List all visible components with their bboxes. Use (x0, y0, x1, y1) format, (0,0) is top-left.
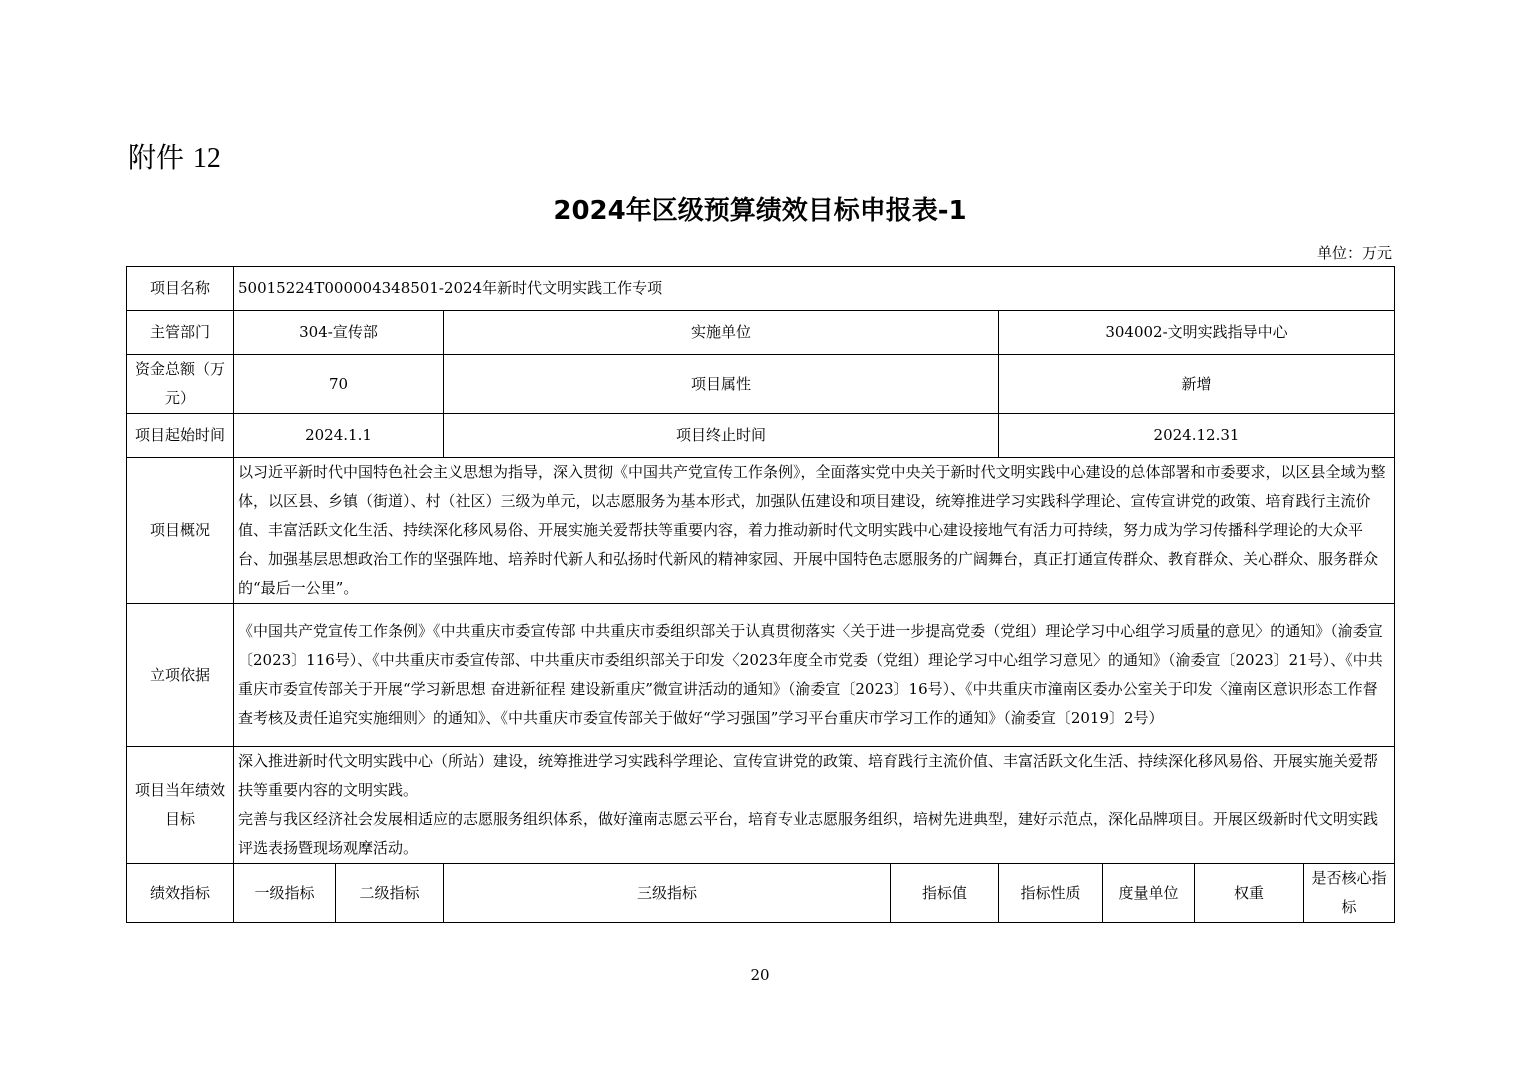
indicator-value-header: 指标值 (891, 864, 999, 923)
budget-performance-table (126, 266, 1395, 923)
funds-value: 70 (234, 355, 444, 414)
row-department (127, 311, 1395, 355)
row-project-name (127, 267, 1395, 311)
attachment-number: 12 (192, 143, 221, 174)
start-time-value: 2024.1.1 (234, 414, 444, 458)
project-attr-label: 项目属性 (444, 355, 999, 414)
row-overview (127, 458, 1395, 604)
row-time (127, 414, 1395, 458)
department-value: 304-宣传部 (234, 311, 444, 355)
row-funds (127, 355, 1395, 414)
measure-unit-header: 度量单位 (1103, 864, 1195, 923)
goals-label: 项目当年绩效目标 (127, 747, 234, 864)
level1-header: 一级指标 (234, 864, 336, 923)
funds-label: 资金总额（万元） (127, 355, 234, 414)
goals-cell (234, 747, 1395, 864)
project-name-label: 项目名称 (127, 267, 234, 311)
basis-text: 《中国共产党宣传工作条例》《中共重庆市委宣传部 中共重庆市委组织部关于认真贯彻落实〈关于进一步提高党委（党组）理论学习中心组学习质量的意见〉的通知》（渝委宣〔2023〕116号）、《中共重庆市委宣传部、中共重庆市委组织部关于印发〈2023年度全市党委（党组）理论学习中心组学习意见〉的通知》（渝委宣〔2023〕21号）、《中共重庆市委宣传部关于开展“学习新思想 奋进新征程 建设新重庆”微宣讲活动的通知》（渝委宣〔2023〕16号）、《中共重庆市潼南区委办公室关于印发〈潼南区意识形态工作督查考核及责任追究实施细则〉的通知》、《中共重庆市委宣传部关于做好“学习强国”学习平台重庆市学习工作的通知》（渝委宣〔2019〕2号） (234, 604, 1395, 747)
page-number: 20 (750, 966, 770, 984)
document-title: 2024年区级预算绩效目标申报表-1 (553, 196, 967, 226)
project-name-value: 50015224T000004348501-2024年新时代文明实践工作专项 (234, 267, 1395, 311)
level3-header: 三级指标 (444, 864, 891, 923)
level2-header: 二级指标 (336, 864, 444, 923)
goals-text-1: 深入推进新时代文明实践中心（所站）建设，统筹推进学习实践科学理论、宣传宣讲党的政策、培育践行主流价值、丰富活跃文化生活、持续深化移风易俗、开展实施关爱帮扶等重要内容的文明实践。 (238, 752, 1379, 799)
unit-label: 单位：万元 (1316, 244, 1392, 262)
indicators-label: 绩效指标 (127, 864, 234, 923)
overview-label: 项目概况 (127, 458, 234, 604)
start-time-label: 项目起始时间 (127, 414, 234, 458)
row-indicators-header (127, 864, 1395, 923)
department-label: 主管部门 (127, 311, 234, 355)
weight-header: 权重 (1195, 864, 1304, 923)
attachment-label: 附件 12 (128, 141, 221, 174)
end-time-label: 项目终止时间 (444, 414, 999, 458)
row-goals (127, 747, 1395, 864)
indicator-nature-header: 指标性质 (999, 864, 1103, 923)
impl-unit-value: 304002-文明实践指导中心 (999, 311, 1395, 355)
core-indicator-header: 是否核心指标 (1304, 864, 1395, 923)
goals-text-2: 完善与我区经济社会发展相适应的志愿服务组织体系，做好潼南志愿云平台，培育专业志愿服务组织，培树先进典型，建好示范点，深化品牌项目。开展区级新时代文明实践评选表扬暨现场观摩活动。 (238, 810, 1379, 857)
project-attr-value: 新增 (999, 355, 1395, 414)
end-time-value: 2024.12.31 (999, 414, 1395, 458)
impl-unit-label: 实施单位 (444, 311, 999, 355)
row-basis (127, 604, 1395, 747)
basis-label: 立项依据 (127, 604, 234, 747)
overview-text: 以习近平新时代中国特色社会主义思想为指导，深入贯彻《中国共产党宣传工作条例》，全面落实党中央关于新时代文明实践中心建设的总体部署和市委要求，以区县全域为整体，以区县、乡镇（街道）、村（社区）三级为单元，以志愿服务为基本形式，加强队伍建设和项目建设，统筹推进学习实践科学理论、宣传宣讲党的政策、培育践行主流价值、丰富活跃文化生活、持续深化移风易俗、开展实施关爱帮扶等重要内容，着力推动新时代文明实践中心建设接地气有活力可持续，努力成为学习传播科学理论的大众平台、加强基层思想政治工作的坚强阵地、培养时代新人和弘扬时代新风的精神家园、开展中国特色志愿服务的广阔舞台，真正打通宣传群众、教育群众、关心群众、服务群众的“最后一公里”。 (234, 458, 1395, 604)
